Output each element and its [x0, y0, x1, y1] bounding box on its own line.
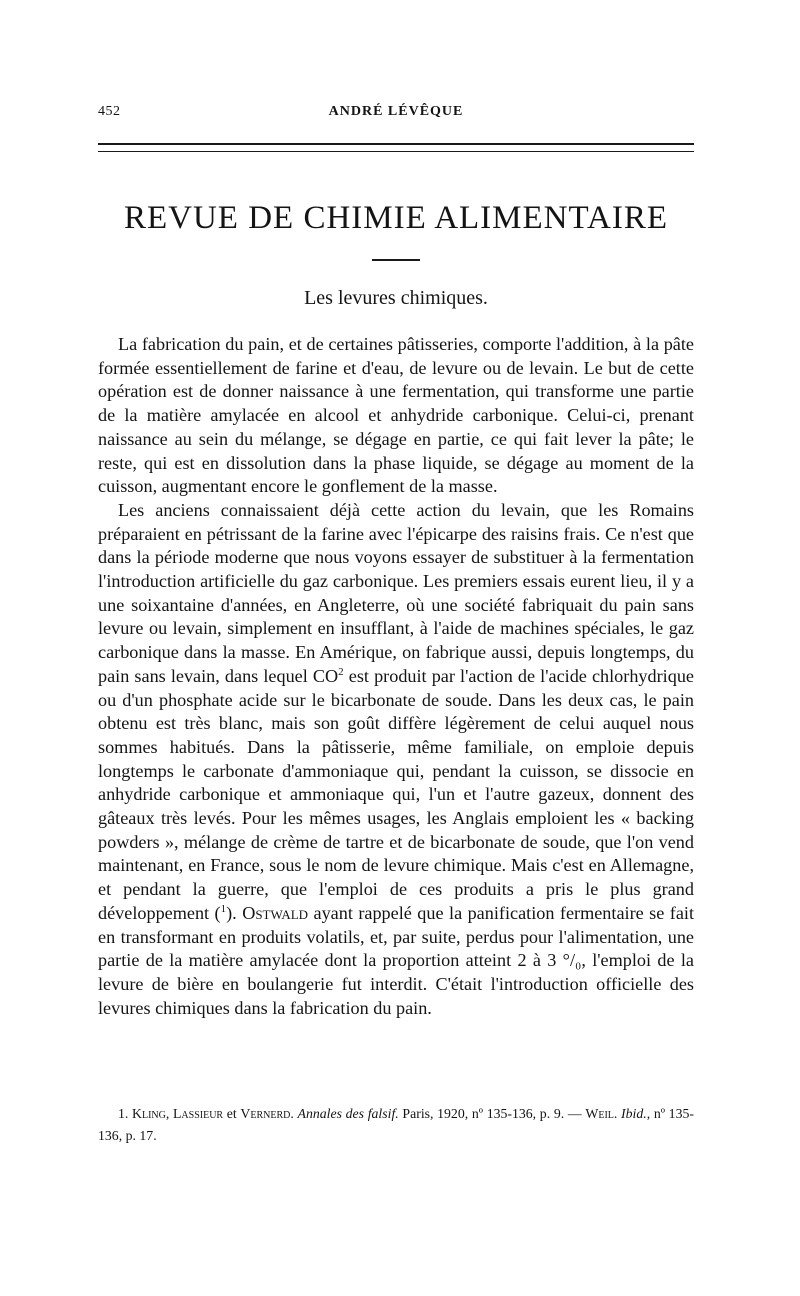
footnote-reference: 1 [220, 902, 227, 915]
footnote-authors-2: Vernerd. [240, 1106, 294, 1121]
footnote-authors-1: Kling, Lassieur [132, 1106, 224, 1121]
running-head: ANDRÉ LÉVÊQUE [328, 104, 464, 119]
article-title: REVUE DE CHIMIE ALIMENTAIRE [123, 200, 669, 236]
paragraph-2-part-d: ayant rappelé que la panification fermentaire se fait en transformant en produits volatils, et, par suite, perdus pour l'alimentation, une partie de la matière amylacée dont la proportion atteint 2 à 3 °/₀, l'emploi de la levure de bière en boulangerie fut interdit. C'était l'introduction officielle des levures chimiques dans la fabrication du pain. [98, 902, 694, 1018]
footnote-author-3: Weil. [585, 1106, 618, 1121]
header-rule-thick [98, 143, 694, 145]
paragraph-2-part-a: Les anciens connaissaient déjà cette action du levain, que les Romains préparaient en pétrissant de la farine avec l'épicarpe des raisins frais. Ce n'est que dans la période moderne que nous voyons essayer de substituer à la fermentation l'introduction artificielle du gaz carbonique. Les premiers essais eurent lieu, il y a une soixantaine d'années, en Angleterre, où une société fabriquait du pain sans levure ou levain, simplement en insufflant, à l'aide de machines spéciales, le gaz carbonique dans la masse. En Amérique, on fabrique aussi, depuis longtemps, du pain sans levain, dans lequel CO [98, 499, 694, 686]
footnote-details-1: Paris, 1920, nº 135-136, p. 9. — [398, 1106, 586, 1121]
paragraph-2 [98, 499, 694, 1020]
footnote [98, 1103, 694, 1147]
footnote-details-2: , nº 135-136, p. 17. [98, 1106, 694, 1143]
paragraph-2-part-c: ). [226, 902, 243, 923]
footnote-journal: Annales des falsif. [297, 1106, 399, 1121]
paragraph-2-part-b: est produit par l'action de l'acide chlorhydrique ou d'un phosphate acide sur le bicarbonate de soude. Dans les deux cas, le pain obtenu est très blanc, mais son goût diffère légèrement de celui auquel nous sommes habitués. Dans la pâtisserie, même familiale, on emploie depuis longtemps le carbonate d'ammoniaque qui, pendant la cuisson, se dissocie en anhydride carbonique et ammoniaque qui, l'un et l'autre gazeux, donnent des gâteaux très levés. Pour les mêmes usages, les Anglais emploient les « backing powders », mélange de crème de tartre et de bicarbonate de soude, que l'on vend maintenant, en France, sous le nom de levure chimique. Mais c'est en Allemagne, et pendant la guerre, que l'emploi de ces produits a pris le plus grand développement ( [98, 665, 694, 923]
footnote-number: 1. [118, 1106, 129, 1121]
footnote-ibid: Ibid. [621, 1106, 647, 1121]
page-number: 452 [98, 104, 121, 119]
page-header [98, 104, 694, 128]
author-name: Ostwald [242, 902, 309, 923]
body-text [98, 333, 694, 1020]
section-heading: Les levures chimiques. [304, 287, 488, 309]
paragraph-1: La fabrication du pain, et de certaines pâtisseries, comporte l'addition, à la pâte formée essentiellement de farine et d'eau, de levure ou de levain. Le but de cette opération est de donner naissance à une fermentation, qui transforme une partie de la matière amylacée en alcool et anhydride carbonique. Celui-ci, prenant naissance au sein du mélange, se dégage en partie, ce qui fait lever la pâte; le reste, qui est en dissolution dans la phase liquide, se dégage au moment de la cuisson, augmentant encore le gonflement de la masse. [98, 334, 694, 497]
co2-subscript: 2 [338, 665, 344, 678]
header-rule-thin [98, 151, 694, 152]
title-rule [372, 259, 420, 261]
footnote-and: et [223, 1106, 241, 1121]
